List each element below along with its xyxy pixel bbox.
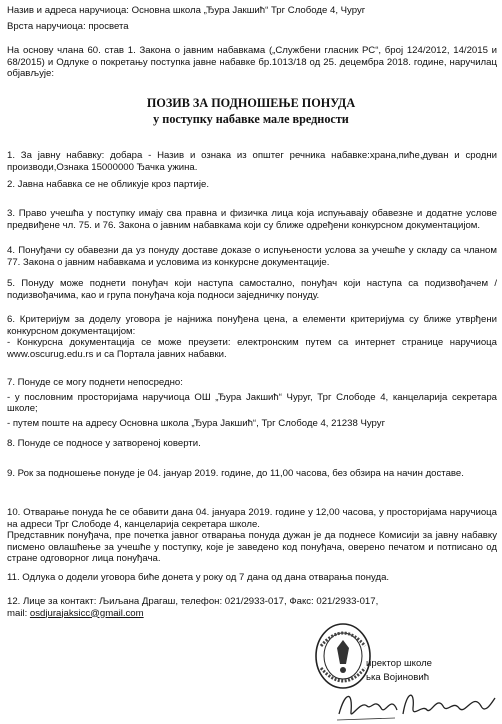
item-10-representative-text: Представник понуђача, пре почетка јавног отварања понуда дужан је да поднесе Комисији за јавну набавку писмено овлашћење за учешће у поступку, које је заведено код понуђача, оверено печатом и потписано од стране одговорног лица понуђача. bbox=[7, 530, 497, 565]
document-subtitle: у поступку набавке мале вредности bbox=[153, 112, 349, 126]
item-6-text: 6. Критеријум за доделу уговора је најнижа понуђена цена, а елементи критеријума су ближе утврђени конкурсном документацијом: bbox=[7, 314, 497, 337]
item-5 bbox=[7, 278, 497, 301]
item-10 bbox=[7, 507, 497, 565]
item-4 bbox=[7, 245, 497, 268]
item-7-text: 7. Понуде се могу поднети непосредно: bbox=[7, 377, 183, 388]
item-7-post-text: - путем поште на адресу Основна школа „Ђура Јакшић“, Трг Слободе 4, 21238 Чуруг bbox=[7, 417, 386, 429]
item-6 bbox=[7, 314, 497, 360]
item-1 bbox=[7, 150, 497, 173]
item-8 bbox=[7, 438, 497, 450]
document-title: ПОЗИВ ЗА ПОДНОШЕЊЕ ПОНУДА bbox=[146, 96, 356, 110]
item-2 bbox=[7, 179, 497, 191]
item-3 bbox=[7, 208, 497, 231]
item-7 bbox=[7, 377, 497, 429]
school-stamp-seal bbox=[313, 620, 373, 692]
item-7-in-person-text: - у пословним просторијама наручиоца ОШ „Ђура Јакшић“ Чуруг, Трг Слободе 4, канцеларија секретара школе; bbox=[7, 391, 497, 415]
mail-label: mail: bbox=[7, 607, 30, 619]
item-3-text: 3. Право учешћа у поступку имају сва правна и физичка лица која испуњавају обавезне и додатне услове предвиђене чл. 75. и 76. Закона о јавним набавкама који су ближе одређени конкурсном документацијом. bbox=[7, 208, 497, 231]
item-9-text: 9. Рок за подношење понуде је 04. јануар 2019. године, до 11,00 часова, без обзира на начин доставе. bbox=[7, 468, 464, 479]
item-1-text: 1. За јавну набавку: добара - Назив и ознака из општег речника набавке:храна,пиће,дуван и сродни производи,Ознака 15000000 Ђачка ужина. bbox=[7, 150, 497, 173]
authority-type-line: Врста наручиоца: просвета bbox=[7, 21, 129, 32]
item-6-download-text: - Конкурсна документација се може преузети: електронским путем са интернет странице наручиоца www.oscurug.edu.rs и са Портала јавних набавки. bbox=[7, 337, 497, 360]
director-name: ька Војиновић bbox=[366, 672, 430, 683]
item-4-text: 4. Понуђачи су обавезни да уз понуду доставе доказе о испуњености услова за учешће у складу са чланом 77. Закона о јавним набавкама и условима из конкурсне документације. bbox=[7, 245, 497, 268]
item-12 bbox=[7, 596, 497, 619]
item-12-mail-line bbox=[7, 608, 497, 620]
item-9 bbox=[7, 468, 497, 480]
item-12-text: 12. Лице за контакт: Љиљана Драгаш, телефон: 021/2933-017, Факс: 021/2933-017, bbox=[7, 596, 379, 607]
intro-paragraph: На основу члана 60. став 1. Закона о јавним набавкама („Службени гласник РС“, број 124/2012, 14/2015 и 68/2015) и Одлуке о покретању поступка јавне набавке бр.1013/18 од 25. децембра 2018. године, наручилац објављује: bbox=[7, 45, 497, 80]
contact-email-link[interactable]: osdjurajaksicc@gmail.com bbox=[29, 607, 144, 619]
item-2-text: 2. Јавна набавка се не обликује кроз партије. bbox=[7, 179, 209, 190]
director-title: иректор школе bbox=[366, 658, 433, 669]
item-11-text: 11. Одлука о додели уговора биће донета у року од 7 дана од дана отварања понуда. bbox=[7, 572, 390, 583]
contracting-authority-line: Назив и адреса наручиоца: Основна школа „Ђура Јакшић“ Трг Слободе 4, Чуруг bbox=[7, 5, 366, 16]
director-signature bbox=[335, 684, 500, 724]
item-5-text: 5. Понуду може поднети понуђач који наступа самостално, понуђач који наступа са подизвођачем / подизвођачима, као и група понуђача која подноси заједничку понуду. bbox=[7, 278, 497, 301]
item-11 bbox=[7, 572, 497, 584]
item-8-text: 8. Понуде се подносе у затвореној коверти. bbox=[7, 438, 201, 449]
item-10-text: 10. Отварање понуда ће се обавити дана 04. јануара 2019. године у 12,00 часова, у просторијама наручиоца на адреси Трг Слободе 4, канцеларија секретара школе. bbox=[7, 507, 497, 530]
